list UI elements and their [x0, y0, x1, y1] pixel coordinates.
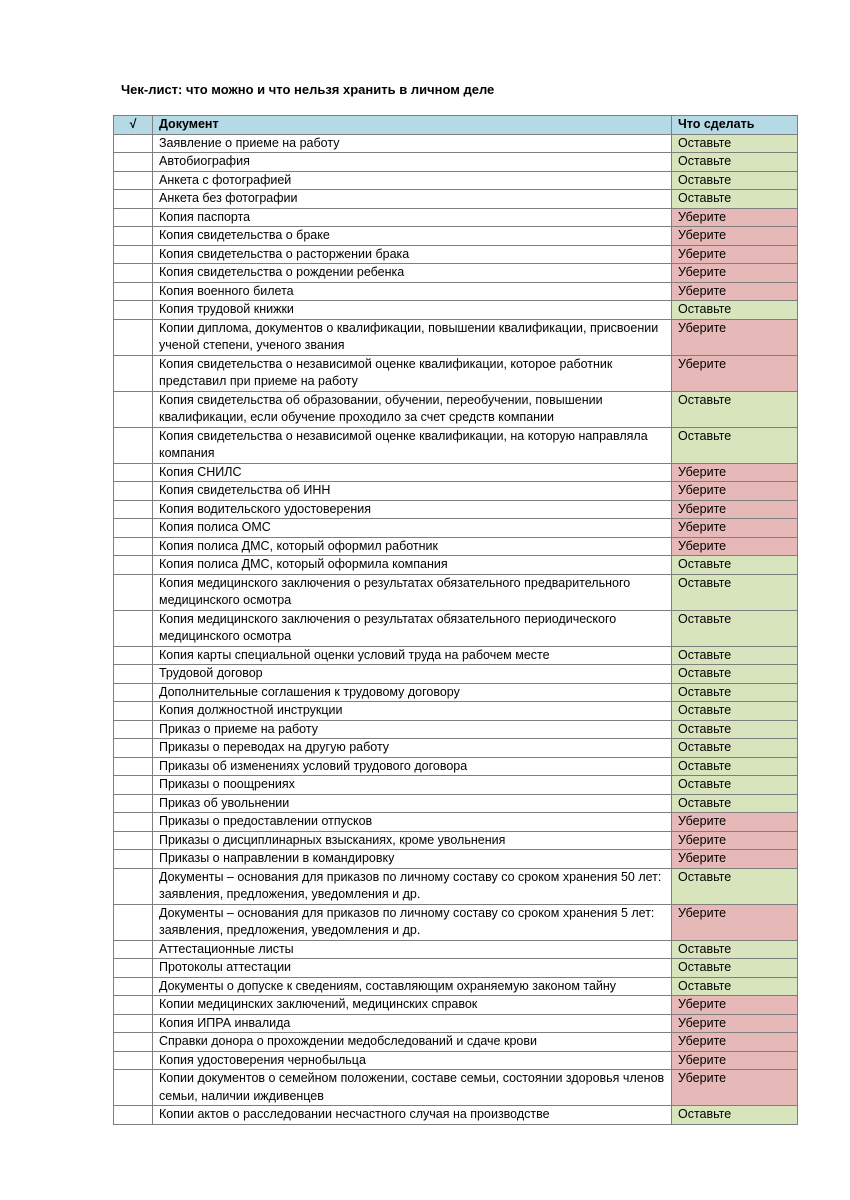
action-cell: Оставьте	[672, 776, 798, 795]
action-cell: Оставьте	[672, 702, 798, 721]
check-cell[interactable]	[114, 776, 153, 795]
action-cell: Оставьте	[672, 1106, 798, 1125]
action-cell: Уберите	[672, 227, 798, 246]
table-row	[114, 301, 798, 320]
table-row	[114, 1014, 798, 1033]
table-row	[114, 391, 798, 427]
check-cell[interactable]	[114, 519, 153, 538]
document-cell: Копии медицинских заключений, медицинских справок	[153, 996, 672, 1015]
action-cell: Уберите	[672, 319, 798, 355]
check-cell[interactable]	[114, 227, 153, 246]
check-cell[interactable]	[114, 1033, 153, 1052]
check-cell[interactable]	[114, 537, 153, 556]
table-row	[114, 1106, 798, 1125]
document-cell: Анкета без фотографии	[153, 190, 672, 209]
document-cell: Копия полиса ОМС	[153, 519, 672, 538]
check-cell[interactable]	[114, 301, 153, 320]
check-cell[interactable]	[114, 282, 153, 301]
check-cell[interactable]	[114, 702, 153, 721]
check-cell[interactable]	[114, 739, 153, 758]
check-cell[interactable]	[114, 868, 153, 904]
document-cell: Копия медицинского заключения о результатах обязательного предварительного медицинского осмотра	[153, 574, 672, 610]
document-cell: Документы – основания для приказов по личному составу со сроком хранения 50 лет: заявления, предложения, уведомления и др.	[153, 868, 672, 904]
document-cell: Копия водительского удостоверения	[153, 500, 672, 519]
check-cell[interactable]	[114, 665, 153, 684]
action-cell: Оставьте	[672, 574, 798, 610]
check-cell[interactable]	[114, 720, 153, 739]
check-cell[interactable]	[114, 171, 153, 190]
action-cell: Уберите	[672, 1033, 798, 1052]
check-cell[interactable]	[114, 813, 153, 832]
page-title: Чек-лист: что можно и что нельзя хранить в личном деле	[121, 82, 495, 97]
check-cell[interactable]	[114, 500, 153, 519]
check-cell[interactable]	[114, 831, 153, 850]
document-cell: Анкета с фотографией	[153, 171, 672, 190]
table-row	[114, 665, 798, 684]
action-cell: Оставьте	[672, 610, 798, 646]
action-cell: Уберите	[672, 482, 798, 501]
action-cell: Оставьте	[672, 301, 798, 320]
action-cell: Оставьте	[672, 683, 798, 702]
check-cell[interactable]	[114, 1014, 153, 1033]
table-row	[114, 245, 798, 264]
document-cell: Приказы о дисциплинарных взысканиях, кроме увольнения	[153, 831, 672, 850]
table-row	[114, 556, 798, 575]
document-cell: Протоколы аттестации	[153, 959, 672, 978]
document-cell: Дополнительные соглашения к трудовому договору	[153, 683, 672, 702]
document-cell: Приказы о поощрениях	[153, 776, 672, 795]
table-row	[114, 996, 798, 1015]
table-row	[114, 904, 798, 940]
table-row	[114, 831, 798, 850]
table-row	[114, 757, 798, 776]
document-cell: Приказы о направлении в командировку	[153, 850, 672, 869]
action-cell: Уберите	[672, 500, 798, 519]
action-cell: Оставьте	[672, 646, 798, 665]
check-cell[interactable]	[114, 190, 153, 209]
table-row	[114, 427, 798, 463]
table-row	[114, 794, 798, 813]
action-cell: Оставьте	[672, 940, 798, 959]
document-cell: Приказы о предоставлении отпусков	[153, 813, 672, 832]
action-cell: Уберите	[672, 519, 798, 538]
action-cell: Оставьте	[672, 720, 798, 739]
check-cell[interactable]	[114, 977, 153, 996]
action-cell: Оставьте	[672, 556, 798, 575]
action-cell: Уберите	[672, 813, 798, 832]
table-row	[114, 227, 798, 246]
check-cell[interactable]	[114, 610, 153, 646]
table-row	[114, 482, 798, 501]
document-cell: Копия полиса ДМС, который оформил работник	[153, 537, 672, 556]
check-cell[interactable]	[114, 427, 153, 463]
table-row	[114, 171, 798, 190]
action-cell: Уберите	[672, 996, 798, 1015]
action-cell: Уберите	[672, 282, 798, 301]
table-row	[114, 319, 798, 355]
action-cell: Оставьте	[672, 868, 798, 904]
table-row	[114, 868, 798, 904]
document-cell: Справки донора о прохождении медобследований и сдаче крови	[153, 1033, 672, 1052]
document-cell: Копии актов о расследовании несчастного случая на производстве	[153, 1106, 672, 1125]
table-row	[114, 153, 798, 172]
document-cell: Копия медицинского заключения о результатах обязательного периодического медицинского осмотра	[153, 610, 672, 646]
action-cell: Оставьте	[672, 427, 798, 463]
table-row	[114, 702, 798, 721]
table-row	[114, 940, 798, 959]
check-cell[interactable]	[114, 482, 153, 501]
document-cell: Копия должностной инструкции	[153, 702, 672, 721]
check-cell[interactable]	[114, 391, 153, 427]
document-cell: Копия СНИЛС	[153, 463, 672, 482]
document-cell: Приказ о приеме на работу	[153, 720, 672, 739]
table-row	[114, 776, 798, 795]
check-cell[interactable]	[114, 1051, 153, 1070]
action-cell: Оставьте	[672, 977, 798, 996]
document-cell: Аттестационные листы	[153, 940, 672, 959]
check-cell[interactable]	[114, 463, 153, 482]
check-cell[interactable]	[114, 1070, 153, 1106]
action-cell: Уберите	[672, 463, 798, 482]
table-row	[114, 1051, 798, 1070]
check-cell[interactable]	[114, 264, 153, 283]
action-cell: Уберите	[672, 245, 798, 264]
table-row	[114, 977, 798, 996]
action-cell: Оставьте	[672, 794, 798, 813]
table-row	[114, 646, 798, 665]
document-cell: Приказы об изменениях условий трудового договора	[153, 757, 672, 776]
action-cell: Уберите	[672, 850, 798, 869]
action-cell: Оставьте	[672, 391, 798, 427]
table-header-row	[114, 116, 798, 135]
action-cell: Оставьте	[672, 665, 798, 684]
check-cell[interactable]	[114, 245, 153, 264]
table-row	[114, 134, 798, 153]
action-cell: Оставьте	[672, 171, 798, 190]
document-cell: Копия свидетельства о независимой оценке квалификации, на которую направляла компания	[153, 427, 672, 463]
table-row	[114, 610, 798, 646]
check-cell[interactable]	[114, 996, 153, 1015]
header-action: Что сделать	[672, 116, 798, 135]
table-row	[114, 574, 798, 610]
table-row	[114, 519, 798, 538]
table-row	[114, 355, 798, 391]
check-cell[interactable]	[114, 556, 153, 575]
table-row	[114, 850, 798, 869]
document-cell: Копия свидетельства о рождении ребенка	[153, 264, 672, 283]
action-cell: Оставьте	[672, 739, 798, 758]
action-cell: Оставьте	[672, 134, 798, 153]
table-row	[114, 264, 798, 283]
action-cell: Уберите	[672, 355, 798, 391]
check-cell[interactable]	[114, 940, 153, 959]
action-cell: Уберите	[672, 831, 798, 850]
action-cell: Уберите	[672, 537, 798, 556]
document-cell: Документы – основания для приказов по личному составу со сроком хранения 5 лет: заявления, предложения, уведомления и др.	[153, 904, 672, 940]
check-cell[interactable]	[114, 794, 153, 813]
table-row	[114, 208, 798, 227]
action-cell: Оставьте	[672, 959, 798, 978]
table-row	[114, 813, 798, 832]
table-row	[114, 959, 798, 978]
action-cell: Оставьте	[672, 757, 798, 776]
table-row	[114, 500, 798, 519]
check-cell[interactable]	[114, 850, 153, 869]
check-cell[interactable]	[114, 153, 153, 172]
check-cell[interactable]	[114, 904, 153, 940]
document-cell: Копия карты специальной оценки условий труда на рабочем месте	[153, 646, 672, 665]
action-cell: Уберите	[672, 1014, 798, 1033]
action-cell: Уберите	[672, 264, 798, 283]
table-row	[114, 537, 798, 556]
check-cell[interactable]	[114, 1106, 153, 1125]
action-cell: Оставьте	[672, 153, 798, 172]
document-cell: Копия свидетельства о независимой оценке квалификации, которое работник представил при приеме на работу	[153, 355, 672, 391]
document-cell: Копия трудовой книжки	[153, 301, 672, 320]
document-cell: Приказ об увольнении	[153, 794, 672, 813]
table-row	[114, 683, 798, 702]
table-row	[114, 720, 798, 739]
check-cell[interactable]	[114, 208, 153, 227]
document-cell: Приказы о переводах на другую работу	[153, 739, 672, 758]
action-cell: Уберите	[672, 1070, 798, 1106]
table-row	[114, 1033, 798, 1052]
document-cell: Заявление о приеме на работу	[153, 134, 672, 153]
document-cell: Автобиография	[153, 153, 672, 172]
check-cell[interactable]	[114, 574, 153, 610]
table-row	[114, 282, 798, 301]
document-cell: Копия свидетельства о расторжении брака	[153, 245, 672, 264]
document-cell: Трудовой договор	[153, 665, 672, 684]
header-document: Документ	[153, 116, 672, 135]
check-cell[interactable]	[114, 134, 153, 153]
document-cell: Документы о допуске к сведениям, составляющим охраняемую законом тайну	[153, 977, 672, 996]
check-cell[interactable]	[114, 355, 153, 391]
action-cell: Оставьте	[672, 190, 798, 209]
table-row	[114, 190, 798, 209]
document-cell: Копия военного билета	[153, 282, 672, 301]
action-cell: Уберите	[672, 904, 798, 940]
action-cell: Уберите	[672, 208, 798, 227]
document-cell: Копия свидетельства о браке	[153, 227, 672, 246]
check-cell[interactable]	[114, 683, 153, 702]
check-cell[interactable]	[114, 757, 153, 776]
action-cell: Уберите	[672, 1051, 798, 1070]
document-cell: Копия удостоверения чернобыльца	[153, 1051, 672, 1070]
header-check: √	[114, 116, 153, 135]
document-cell: Копия свидетельства об образовании, обучении, переобучении, повышении квалификации, если обучение проходило за счет средств компании	[153, 391, 672, 427]
table-row	[114, 739, 798, 758]
document-cell: Копия полиса ДМС, который оформила компания	[153, 556, 672, 575]
document-cell: Копии документов о семейном положении, составе семьи, состоянии здоровья членов семьи, наличии иждивенцев	[153, 1070, 672, 1106]
table-row	[114, 1070, 798, 1106]
document-cell: Копия свидетельства об ИНН	[153, 482, 672, 501]
check-cell[interactable]	[114, 319, 153, 355]
check-cell[interactable]	[114, 959, 153, 978]
checklist-table	[113, 115, 798, 1125]
document-cell: Копии диплома, документов о квалификации, повышении квалификации, присвоении ученой степени, ученого звания	[153, 319, 672, 355]
check-cell[interactable]	[114, 646, 153, 665]
table-row	[114, 463, 798, 482]
document-cell: Копия ИПРА инвалида	[153, 1014, 672, 1033]
document-cell: Копия паспорта	[153, 208, 672, 227]
